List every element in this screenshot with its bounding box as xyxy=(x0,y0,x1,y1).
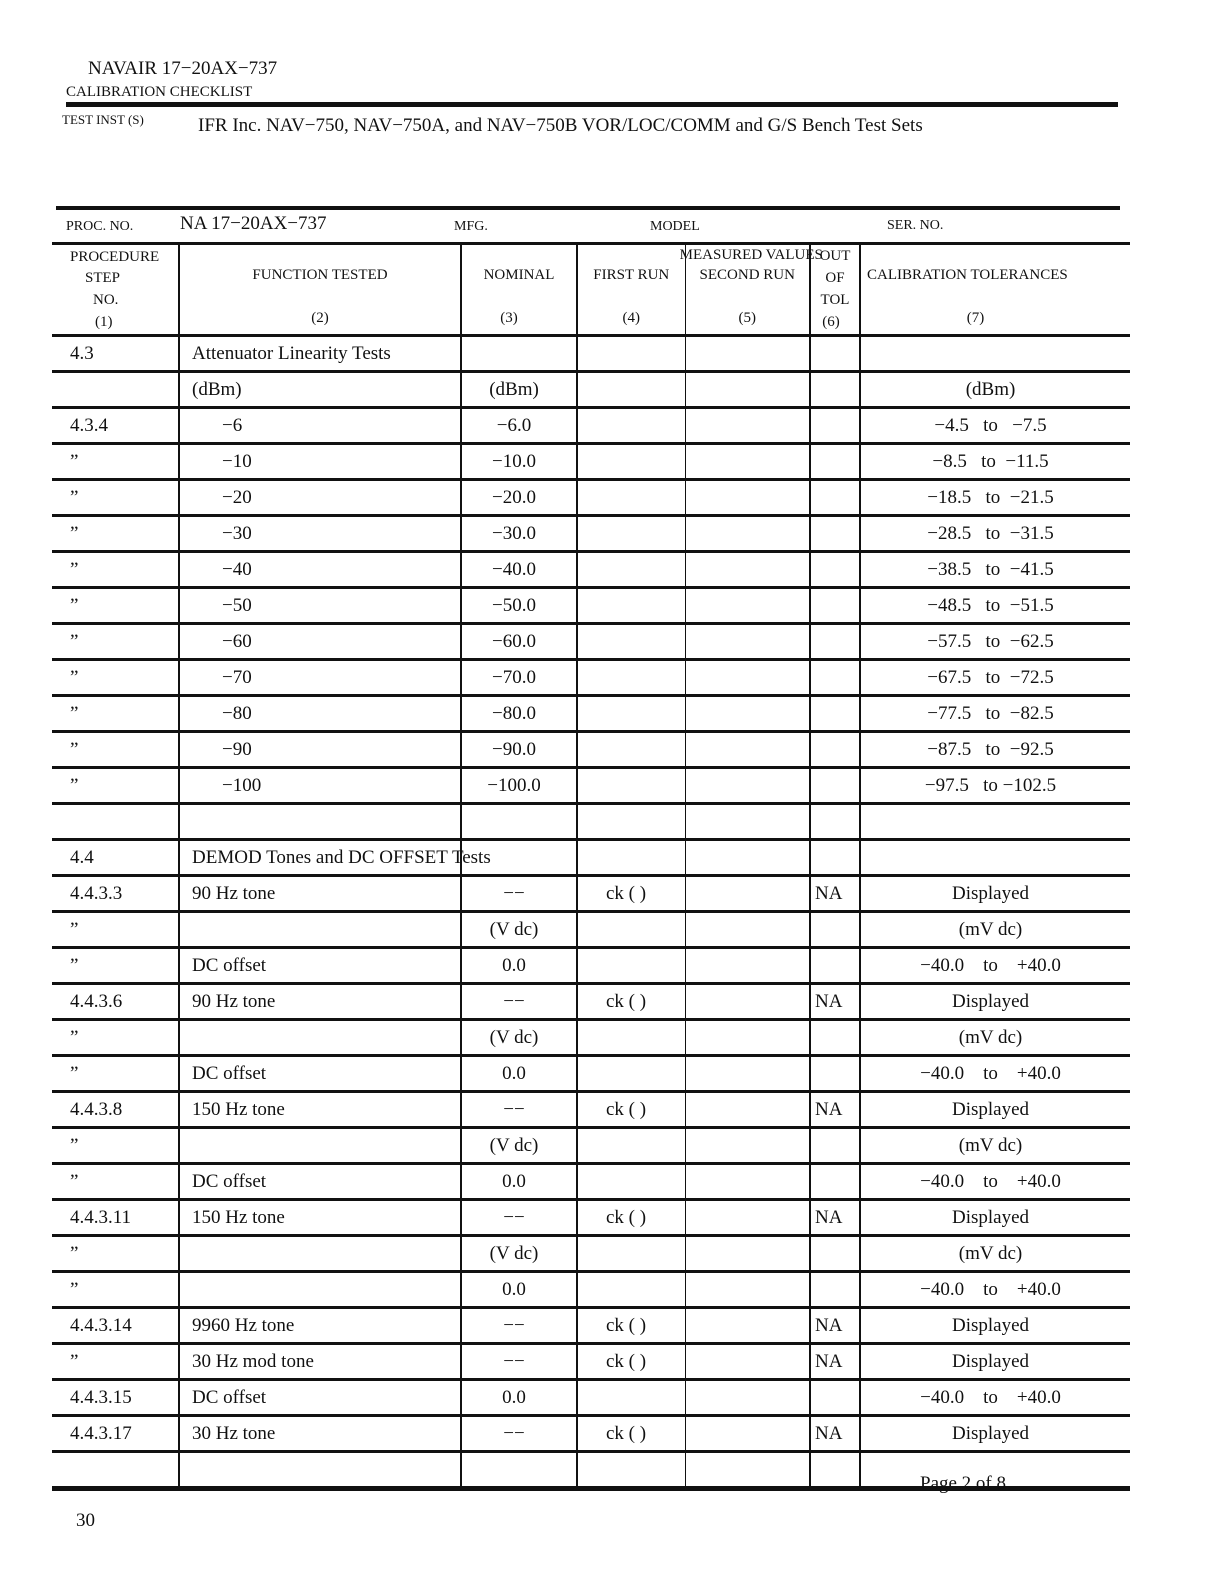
out-of-tol-cell xyxy=(810,408,860,444)
col-header-out-of-tol: OUT OF TOL (6) xyxy=(810,244,860,336)
nominal-cell: 0.0 xyxy=(461,948,577,984)
out-of-tol-cell: NA xyxy=(810,876,860,912)
table-row xyxy=(52,1344,1130,1380)
second-run-cell xyxy=(685,948,810,984)
calibration-table xyxy=(52,242,1130,1491)
first-run-cell xyxy=(577,1020,685,1056)
first-run-cell: ck ( ) xyxy=(577,876,685,912)
tolerance-cell: −40.0 to +40.0 xyxy=(860,1272,1130,1308)
second-run-cell xyxy=(685,372,810,408)
tolerance-cell: Displayed xyxy=(860,1308,1130,1344)
table-row xyxy=(52,840,1130,876)
page-indicator: Page 2 of 8 xyxy=(920,1473,1007,1494)
step-cell xyxy=(52,804,179,840)
first-run-cell: ck ( ) xyxy=(577,1344,685,1380)
test-inst-label: TEST INST (S) xyxy=(62,112,144,127)
step-cell: ” xyxy=(52,516,179,552)
tolerance-cell: −4.5 to −7.5 xyxy=(860,408,1130,444)
header-rule xyxy=(66,102,1118,107)
nominal-cell: −80.0 xyxy=(461,696,577,732)
table-row xyxy=(52,1200,1130,1236)
out-of-tol-cell xyxy=(810,1272,860,1308)
out-of-tol-cell xyxy=(810,372,860,408)
col-header-nominal: NOMINAL (3) xyxy=(461,244,577,336)
second-run-cell xyxy=(685,588,810,624)
second-run-cell xyxy=(685,912,810,948)
out-of-tol-cell xyxy=(810,588,860,624)
out-of-tol-cell xyxy=(810,1236,860,1272)
function-cell: Attenuator Linearity Tests xyxy=(179,336,461,372)
first-run-cell xyxy=(577,408,685,444)
step-cell: ” xyxy=(52,444,179,480)
table-row xyxy=(52,660,1130,696)
nominal-cell: −30.0 xyxy=(461,516,577,552)
function-cell: −10 xyxy=(179,444,461,480)
first-run-cell: ck ( ) xyxy=(577,1308,685,1344)
table-row xyxy=(52,516,1130,552)
tolerance-cell: (mV dc) xyxy=(860,1128,1130,1164)
out-of-tol-cell xyxy=(810,912,860,948)
second-run-cell xyxy=(685,480,810,516)
tolerance-cell: −40.0 to +40.0 xyxy=(860,1164,1130,1200)
table-row xyxy=(52,552,1130,588)
out-of-tol-cell: NA xyxy=(810,1092,860,1128)
tolerance-cell: −57.5 to −62.5 xyxy=(860,624,1130,660)
out-of-tol-cell xyxy=(810,768,860,804)
nominal-cell: 0.0 xyxy=(461,1164,577,1200)
function-cell: 90 Hz tone xyxy=(179,876,461,912)
out-of-tol-cell: NA xyxy=(810,1344,860,1380)
out-of-tol-cell xyxy=(810,732,860,768)
tolerance-cell xyxy=(860,840,1130,876)
table-row xyxy=(52,480,1130,516)
nominal-cell: −50.0 xyxy=(461,588,577,624)
out-of-tol-cell xyxy=(810,480,860,516)
out-of-tol-cell xyxy=(810,624,860,660)
step-cell: ” xyxy=(52,1272,179,1308)
table-row xyxy=(52,912,1130,948)
nominal-cell: −6.0 xyxy=(461,408,577,444)
second-run-cell xyxy=(685,1344,810,1380)
first-run-cell xyxy=(577,948,685,984)
out-of-tol-cell xyxy=(810,804,860,840)
step-cell: ” xyxy=(52,1128,179,1164)
tolerance-cell: −38.5 to −41.5 xyxy=(860,552,1130,588)
second-run-cell xyxy=(685,624,810,660)
nominal-cell: (dBm) xyxy=(461,372,577,408)
step-cell: ” xyxy=(52,480,179,516)
second-run-cell xyxy=(685,696,810,732)
step-cell: ” xyxy=(52,912,179,948)
out-of-tol-cell xyxy=(810,552,860,588)
nominal-cell: −10.0 xyxy=(461,444,577,480)
function-cell: −100 xyxy=(179,768,461,804)
function-cell: −60 xyxy=(179,624,461,660)
page-number: 30 xyxy=(76,1510,95,1531)
col-header-second-run: SECOND RUN (5) xyxy=(685,244,810,336)
function-cell xyxy=(179,1128,461,1164)
nominal-cell: (V dc) xyxy=(461,1128,577,1164)
ser-no-label: SER. NO. xyxy=(887,218,944,233)
step-cell: ” xyxy=(52,696,179,732)
out-of-tol-cell xyxy=(810,1164,860,1200)
first-run-cell: ck ( ) xyxy=(577,984,685,1020)
out-of-tol-cell xyxy=(810,1380,860,1416)
nominal-cell: (V dc) xyxy=(461,1020,577,1056)
table-row xyxy=(52,1056,1130,1092)
test-inst-value: IFR Inc. NAV−750, NAV−750A, and NAV−750B VOR/LOC/COMM and G/S Bench Test Sets xyxy=(198,115,923,136)
out-of-tol-cell xyxy=(810,948,860,984)
tolerance-cell: Displayed xyxy=(860,984,1130,1020)
nominal-cell: 0.0 xyxy=(461,1056,577,1092)
second-run-cell xyxy=(685,732,810,768)
table-row xyxy=(52,1308,1130,1344)
nominal-cell: −− xyxy=(461,984,577,1020)
step-cell: ” xyxy=(52,948,179,984)
function-cell: DEMOD Tones and DC OFFSET Tests xyxy=(179,840,461,876)
second-run-cell xyxy=(685,444,810,480)
second-run-cell xyxy=(685,1056,810,1092)
function-cell xyxy=(179,1452,461,1489)
table-row xyxy=(52,1092,1130,1128)
step-cell: 4.4.3.14 xyxy=(52,1308,179,1344)
second-run-cell xyxy=(685,876,810,912)
tolerance-cell: −48.5 to −51.5 xyxy=(860,588,1130,624)
step-cell: 4.3.4 xyxy=(52,408,179,444)
step-cell: ” xyxy=(52,768,179,804)
function-cell xyxy=(179,1236,461,1272)
second-run-cell xyxy=(685,1020,810,1056)
function-cell: −90 xyxy=(179,732,461,768)
nominal-cell xyxy=(461,804,577,840)
nominal-cell: −20.0 xyxy=(461,480,577,516)
table-row xyxy=(52,1380,1130,1416)
second-run-cell xyxy=(685,660,810,696)
tolerance-cell: −67.5 to −72.5 xyxy=(860,660,1130,696)
first-run-cell xyxy=(577,1128,685,1164)
nominal-cell: −40.0 xyxy=(461,552,577,588)
model-label: MODEL xyxy=(650,219,700,234)
function-cell: 30 Hz mod tone xyxy=(179,1344,461,1380)
document-id: NAVAIR 17−20AX−737 xyxy=(88,58,278,79)
nominal-cell: 0.0 xyxy=(461,1272,577,1308)
second-run-cell xyxy=(685,1092,810,1128)
first-run-cell xyxy=(577,516,685,552)
first-run-cell: ck ( ) xyxy=(577,1092,685,1128)
nominal-cell: −− xyxy=(461,876,577,912)
first-run-cell xyxy=(577,1164,685,1200)
proc-rule xyxy=(56,206,1120,210)
tolerance-cell: (mV dc) xyxy=(860,1236,1130,1272)
first-run-cell xyxy=(577,552,685,588)
step-cell xyxy=(52,372,179,408)
out-of-tol-cell xyxy=(810,660,860,696)
proc-no-value: NA 17−20AX−737 xyxy=(180,213,327,234)
first-run-cell xyxy=(577,1272,685,1308)
tolerance-cell: (mV dc) xyxy=(860,1020,1130,1056)
first-run-cell xyxy=(577,1380,685,1416)
second-run-cell xyxy=(685,1452,810,1489)
table-row xyxy=(52,372,1130,408)
second-run-cell xyxy=(685,1380,810,1416)
nominal-cell: −− xyxy=(461,1344,577,1380)
first-run-cell xyxy=(577,336,685,372)
function-cell: DC offset xyxy=(179,1380,461,1416)
step-cell: ” xyxy=(52,1020,179,1056)
step-cell: 4.4.3.15 xyxy=(52,1380,179,1416)
function-cell xyxy=(179,1272,461,1308)
first-run-cell xyxy=(577,660,685,696)
table-row xyxy=(52,408,1130,444)
function-cell: 150 Hz tone xyxy=(179,1200,461,1236)
second-run-cell xyxy=(685,1128,810,1164)
function-cell: −70 xyxy=(179,660,461,696)
table-row xyxy=(52,876,1130,912)
tolerance-cell: −77.5 to −82.5 xyxy=(860,696,1130,732)
nominal-cell: −100.0 xyxy=(461,768,577,804)
first-run-cell xyxy=(577,696,685,732)
second-run-cell xyxy=(685,1308,810,1344)
function-cell xyxy=(179,804,461,840)
step-cell: 4.4.3.17 xyxy=(52,1416,179,1452)
function-cell: −6 xyxy=(179,408,461,444)
second-run-cell xyxy=(685,1236,810,1272)
function-cell: −50 xyxy=(179,588,461,624)
function-cell: DC offset xyxy=(179,948,461,984)
table-row xyxy=(52,804,1130,840)
table-row xyxy=(52,336,1130,372)
function-cell: 150 Hz tone xyxy=(179,1092,461,1128)
second-run-cell xyxy=(685,1416,810,1452)
measured-values-label: MEASURED VALUES xyxy=(679,247,823,263)
first-run-cell: ck ( ) xyxy=(577,1416,685,1452)
col-header-first-run: MEASURED VALUES FIRST RUN (4) xyxy=(577,244,685,336)
table-row xyxy=(52,1020,1130,1056)
nominal-cell xyxy=(461,336,577,372)
nominal-cell: −90.0 xyxy=(461,732,577,768)
function-cell xyxy=(179,912,461,948)
tolerance-cell: Displayed xyxy=(860,1416,1130,1452)
proc-no-label: PROC. NO. xyxy=(66,219,134,234)
step-cell: 4.4.3.6 xyxy=(52,984,179,1020)
out-of-tol-cell: NA xyxy=(810,1200,860,1236)
first-run-cell xyxy=(577,372,685,408)
table-row xyxy=(52,1416,1130,1452)
tolerance-cell: Displayed xyxy=(860,1344,1130,1380)
mfg-label: MFG. xyxy=(454,219,488,234)
function-cell: DC offset xyxy=(179,1164,461,1200)
tolerance-cell: −28.5 to −31.5 xyxy=(860,516,1130,552)
second-run-cell xyxy=(685,1272,810,1308)
first-run-cell xyxy=(577,1236,685,1272)
first-run-cell: ck ( ) xyxy=(577,1200,685,1236)
table-row xyxy=(52,984,1130,1020)
first-run-cell xyxy=(577,804,685,840)
tolerance-cell: −87.5 to −92.5 xyxy=(860,732,1130,768)
second-run-cell xyxy=(685,1200,810,1236)
second-run-cell xyxy=(685,1164,810,1200)
tolerance-cell: Displayed xyxy=(860,1092,1130,1128)
function-cell: −20 xyxy=(179,480,461,516)
tolerance-cell xyxy=(860,336,1130,372)
second-run-cell xyxy=(685,804,810,840)
out-of-tol-cell xyxy=(810,1452,860,1489)
function-cell: −30 xyxy=(179,516,461,552)
tolerance-cell: −40.0 to +40.0 xyxy=(860,948,1130,984)
document-subtitle: CALIBRATION CHECKLIST xyxy=(66,84,253,100)
step-cell: ” xyxy=(52,660,179,696)
second-run-cell xyxy=(685,984,810,1020)
first-run-cell xyxy=(577,768,685,804)
table-row xyxy=(52,444,1130,480)
function-cell: −40 xyxy=(179,552,461,588)
step-cell: 4.3 xyxy=(52,336,179,372)
first-run-cell xyxy=(577,624,685,660)
table-row xyxy=(52,1164,1130,1200)
nominal-cell: −− xyxy=(461,1200,577,1236)
tolerance-cell: (mV dc) xyxy=(860,912,1130,948)
out-of-tol-cell xyxy=(810,444,860,480)
out-of-tol-cell xyxy=(810,336,860,372)
first-run-cell xyxy=(577,1452,685,1489)
nominal-cell: (V dc) xyxy=(461,1236,577,1272)
step-cell: ” xyxy=(52,552,179,588)
col-header-step: PROCEDURE STEP NO. (1) xyxy=(52,244,179,336)
out-of-tol-cell xyxy=(810,1128,860,1164)
step-cell: ” xyxy=(52,624,179,660)
col-header-tolerances: CALIBRATION TOLERANCES (7) xyxy=(860,244,1130,336)
out-of-tol-cell xyxy=(810,840,860,876)
out-of-tol-cell xyxy=(810,696,860,732)
function-cell: 30 Hz tone xyxy=(179,1416,461,1452)
tolerance-cell xyxy=(860,804,1130,840)
first-run-cell xyxy=(577,912,685,948)
tolerance-cell: Displayed xyxy=(860,1200,1130,1236)
step-cell xyxy=(52,1452,179,1489)
table-row xyxy=(52,1128,1130,1164)
first-run-cell xyxy=(577,588,685,624)
second-run-cell xyxy=(685,552,810,588)
table-row xyxy=(52,1272,1130,1308)
second-run-cell xyxy=(685,768,810,804)
function-cell: DC offset xyxy=(179,1056,461,1092)
step-cell: 4.4.3.3 xyxy=(52,876,179,912)
second-run-cell xyxy=(685,516,810,552)
step-cell: ” xyxy=(52,1344,179,1380)
nominal-cell: (V dc) xyxy=(461,912,577,948)
table-row xyxy=(52,768,1130,804)
out-of-tol-cell: NA xyxy=(810,1308,860,1344)
table-row xyxy=(52,624,1130,660)
table-row xyxy=(52,1236,1130,1272)
table-row xyxy=(52,948,1130,984)
first-run-cell xyxy=(577,840,685,876)
first-run-cell xyxy=(577,1056,685,1092)
out-of-tol-cell xyxy=(810,1020,860,1056)
tolerance-cell: −97.5 to −102.5 xyxy=(860,768,1130,804)
table-row xyxy=(52,696,1130,732)
nominal-cell xyxy=(461,1452,577,1489)
step-cell: 4.4 xyxy=(52,840,179,876)
tolerance-cell: Displayed xyxy=(860,876,1130,912)
second-run-cell xyxy=(685,408,810,444)
out-of-tol-cell xyxy=(810,516,860,552)
step-cell: ” xyxy=(52,1164,179,1200)
table-header xyxy=(52,244,1130,336)
function-cell: (dBm) xyxy=(179,372,461,408)
first-run-cell xyxy=(577,480,685,516)
nominal-cell: 0.0 xyxy=(461,1380,577,1416)
step-cell: 4.4.3.11 xyxy=(52,1200,179,1236)
nominal-cell: −− xyxy=(461,1308,577,1344)
out-of-tol-cell xyxy=(810,1056,860,1092)
tolerance-cell: −40.0 to +40.0 xyxy=(860,1056,1130,1092)
first-run-cell xyxy=(577,732,685,768)
nominal-cell: −60.0 xyxy=(461,624,577,660)
function-cell: 90 Hz tone xyxy=(179,984,461,1020)
step-cell: ” xyxy=(52,1056,179,1092)
second-run-cell xyxy=(685,840,810,876)
nominal-cell: −− xyxy=(461,1416,577,1452)
function-cell xyxy=(179,1020,461,1056)
function-cell: 9960 Hz tone xyxy=(179,1308,461,1344)
step-cell: ” xyxy=(52,588,179,624)
step-cell: ” xyxy=(52,732,179,768)
tolerance-cell: −40.0 to +40.0 xyxy=(860,1380,1130,1416)
first-run-cell xyxy=(577,444,685,480)
nominal-cell: −70.0 xyxy=(461,660,577,696)
out-of-tol-cell: NA xyxy=(810,1416,860,1452)
step-cell: 4.4.3.8 xyxy=(52,1092,179,1128)
out-of-tol-cell: NA xyxy=(810,984,860,1020)
tolerance-cell: −8.5 to −11.5 xyxy=(860,444,1130,480)
function-cell: −80 xyxy=(179,696,461,732)
tolerance-cell: −18.5 to −21.5 xyxy=(860,480,1130,516)
col-header-function: FUNCTION TESTED (2) xyxy=(179,244,461,336)
table-row xyxy=(52,588,1130,624)
tolerance-cell: (dBm) xyxy=(860,372,1130,408)
nominal-cell: −− xyxy=(461,1092,577,1128)
second-run-cell xyxy=(685,336,810,372)
step-cell: ” xyxy=(52,1236,179,1272)
table-row xyxy=(52,732,1130,768)
